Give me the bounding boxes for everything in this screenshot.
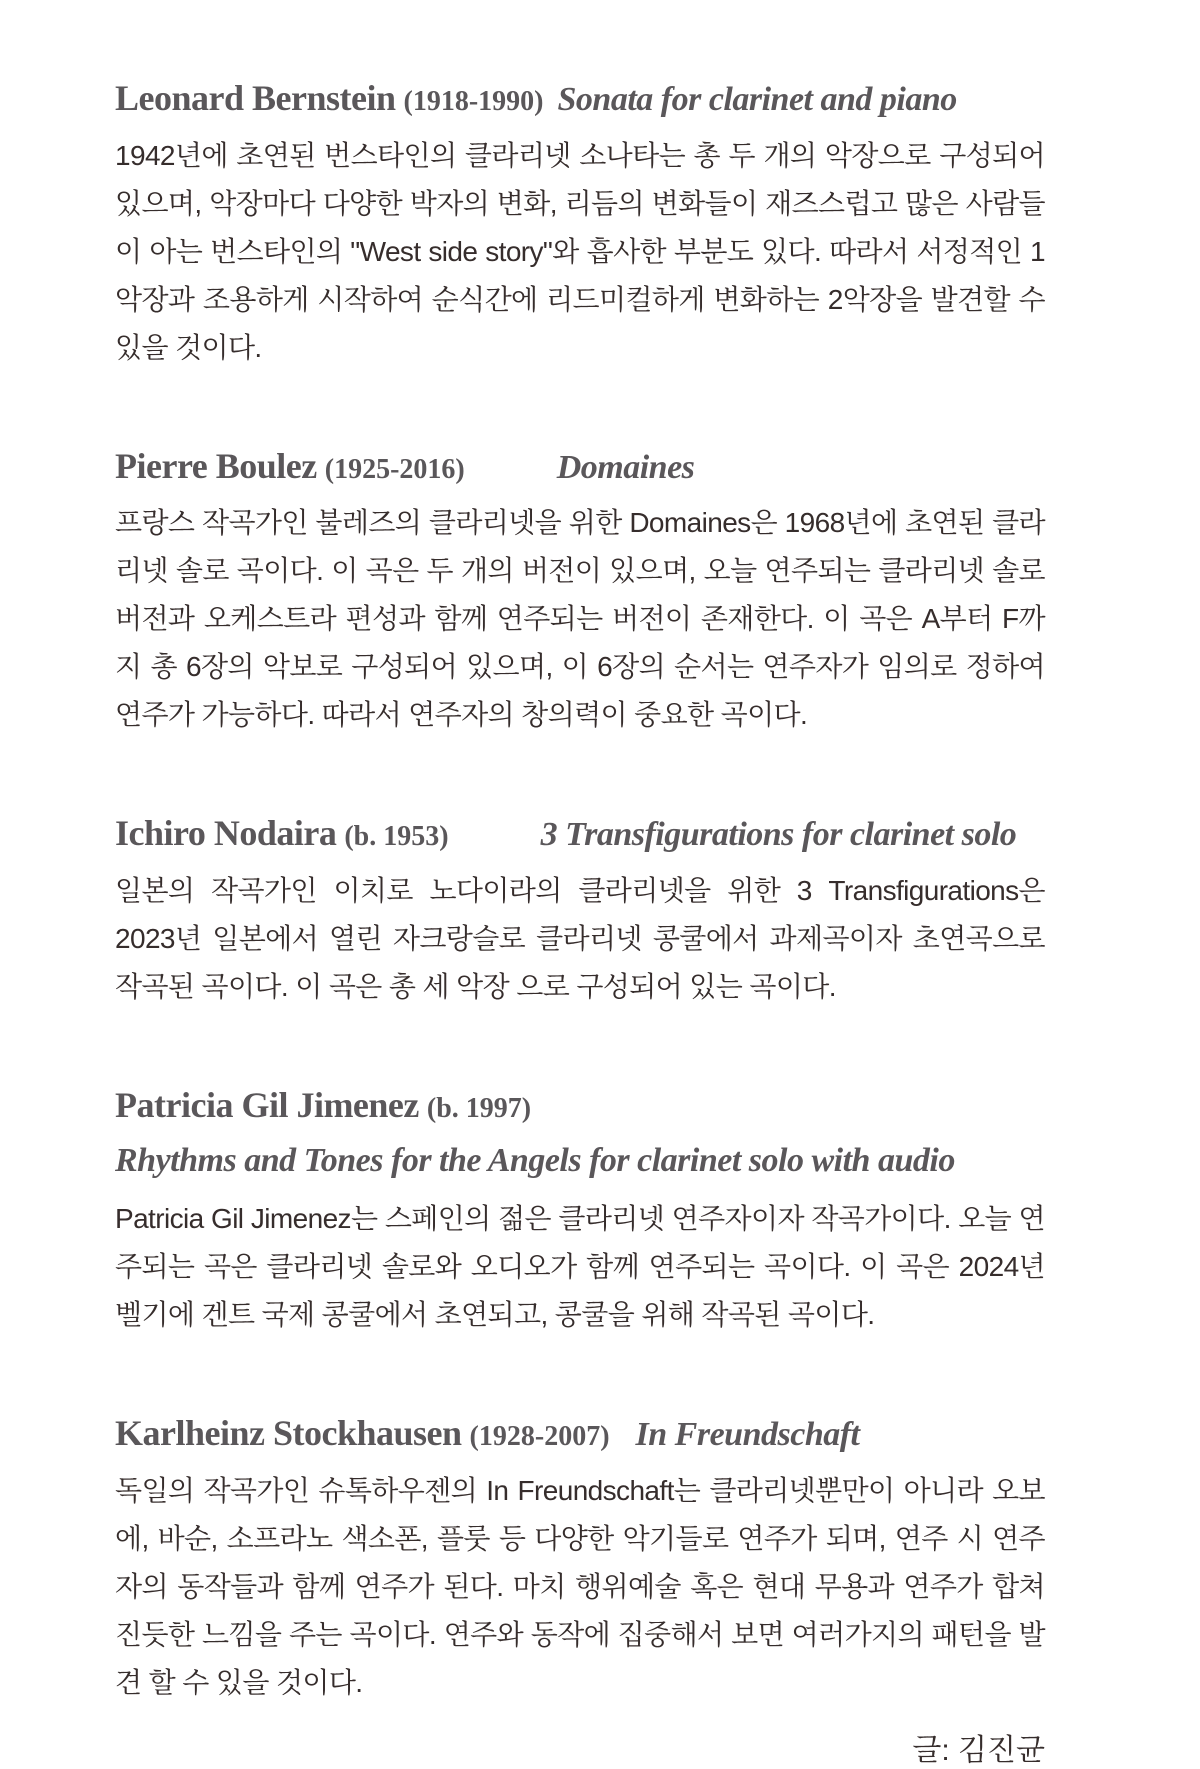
section-header — [115, 1411, 1045, 1457]
work-title: Rhythms and Tones for the Angels for clarinet solo with audio — [115, 1141, 955, 1179]
work-title: Sonata for clarinet and piano — [557, 81, 957, 118]
composer-dates: (1928-2007) — [469, 1421, 610, 1453]
section-stockhausen — [115, 1411, 1045, 1707]
section-nodaira — [115, 811, 1045, 1011]
section-header — [115, 1083, 1045, 1128]
composer-dates: (b. 1997) — [426, 1092, 532, 1124]
work-title: In Freundschaft — [635, 1416, 860, 1454]
section-header — [115, 444, 1045, 490]
section-header — [115, 811, 1045, 857]
composer-name: Ichiro Nodaira — [115, 813, 337, 853]
composer-name: Patricia Gil Jimenez — [115, 1084, 419, 1125]
program-note: 프랑스 작곡가인 불레즈의 클라리넷을 위한 Domaines은 1968년에 초연된 클라리넷 솔로 곡이다. 이 곡은 두 개의 버전이 있으며, 오늘 연주되는 클라리넷 솔로 버전과 오케스트라 편성과 함께 연주되는 버전이 존재한다. 이 곡은 A부터 F까지 총 6장의 악보로 구성되어 있으며, 이 6장의 순서는 연주자가 임의로 정하여 연주가 가능하다. 따라서 연주자의 창의력이 중요한 곡이다. — [115, 507, 1045, 730]
program-note: 독일의 작곡가인 슈톡하우젠의 In Freundschaft는 클라리넷뿐만이 아니라 오보에, 바순, 소프라노 색소폰, 플룻 등 다양한 악기들로 연주가 되며, 연주 시 연주자의 동작들과 함께 연주가 된다. 마치 행위예술 혹은 현대 무용과 연주가 합쳐진듯한 느낌을 주는 곡이다. 연주와 동작에 집중해서 보면 여러가지의 패턴을 발견 할 수 있을 것이다. — [115, 1474, 1045, 1698]
composer-dates: (b. 1953) — [344, 821, 449, 852]
work-title: Domaines — [556, 448, 695, 486]
program-note: Patricia Gil Jimenez는 스페인의 젊은 클라리넷 연주자이자 작곡가이다. 오늘 연주되는 곡은 클라리넷 솔로와 오디오가 함께 연주되는 곡이다. 이 곡은 2024년 벨기에 겐트 국제 콩쿨에서 초연되고, 콩쿨을 위해 작곡된 곡이다. — [115, 1203, 1045, 1331]
composer-name: Karlheinz Stockhausen — [115, 1413, 462, 1454]
section-boulez — [115, 444, 1045, 740]
work-title: 3 Transfigurations for clarinet solo — [540, 816, 1017, 853]
program-note: 일본의 작곡가인 이치로 노다이라의 클라리넷을 위한 3 Transfigurations은 2023년 일본에서 열린 자크랑슬로 클라리넷 콩쿨에서 과제곡이자 초연곡으로 작곡된 곡이다. 이 곡은 총 세 악장 으로 구성되어 있는 곡이다. — [115, 874, 1045, 1002]
section-header — [115, 76, 1045, 122]
section-gil-jimenez — [115, 1083, 1045, 1340]
composer-name: Leonard Bernstein — [115, 78, 396, 118]
composer-dates: (1925-2016) — [324, 453, 465, 485]
program-note: 1942년에 초연된 번스타인의 클라리넷 소나타는 총 두 개의 악장으로 구성되어 있으며, 악장마다 다양한 박자의 변화, 리듬의 변화들이 재즈스럽고 많은 사람들이 아는 번스타인의 "West side story"와 흡사한 부분도 있다. 따라서 서정적인 1악장과 조용하게 시작하여 순식간에 리드미컬하게 변화하는 2악장을 발견할 수 있을 것이다. — [115, 139, 1045, 363]
section-bernstein — [115, 76, 1045, 372]
composer-dates: (1918-1990) — [403, 86, 544, 117]
author-credit: 글: 김진균 — [912, 1733, 1045, 1767]
composer-name: Pierre Boulez — [115, 445, 317, 486]
